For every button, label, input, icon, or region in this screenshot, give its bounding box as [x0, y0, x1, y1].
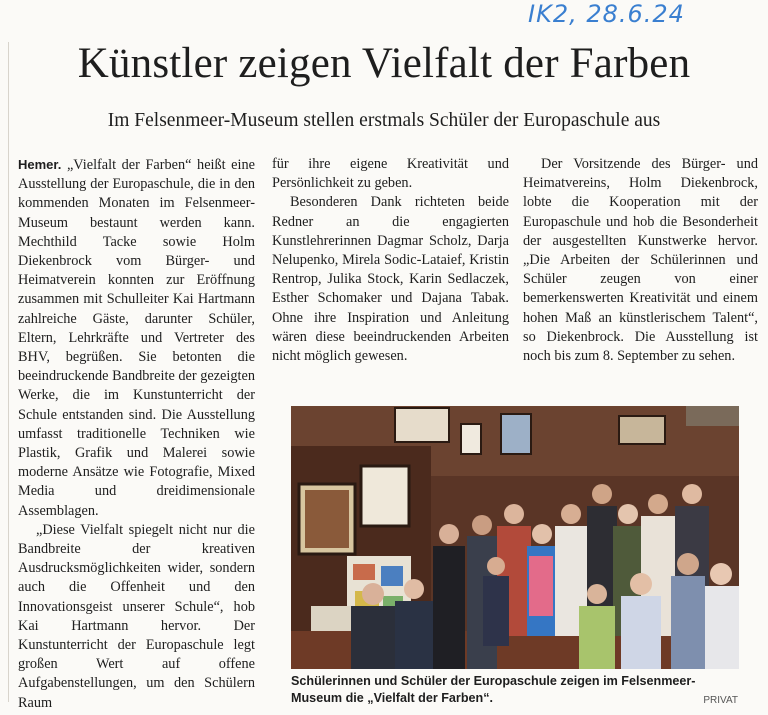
subheadline: Im Felsenmeer-Museum stellen erstmals Schüler der Europaschule aus — [107, 110, 661, 131]
article-paragraph — [18, 155, 255, 521]
paragraph-text: „Vielfalt der Farben“ heißt eine Ausstellung der Europaschule, die in den kommenden Monaten im Felsenmeer-Museum bestaunt werden kann. Mechthild Tacke sowie Holm Diekenbrock vom Bürger- und Heimatverein konnten zur Eröffnung zusammen mit Schulleiter Kai Hartmann zahlreiche Gäste, darunter Schüler, Eltern, Lehrkräfte und Vertreter des BHV, begrüßen. Sie betonten die beeindruckende Bandbreite der gezeigten Werke, die im Kunstunterricht der Schule entstanden sind. Die Ausstellung umfasst traditionelle Techniken wie Plastik, Grafik und Malerei sowie moderne Ansätze wie Fotografie, Mixed Media und dreidimensionale Assemblagen. — [18, 157, 255, 519]
article-column-3 — [523, 155, 758, 366]
photo-illustration — [291, 406, 739, 669]
article-paragraph: Besonderen Dank richteten beide Redner an die engagierten Kunstlehrerinnen Dagmar Scholz, Darja Nelupenko, Mirela Sodic-Lataief, Kristin Rentrop, Julika Stock, Karin Sedlaczek, Esther Schomaker und Dajana Tabak. Ohne ihre Inspiration und Anleitung wären diese beeindruckenden Arbeiten nicht möglich gewesen. — [272, 194, 509, 365]
article-column-2 — [272, 155, 509, 366]
dateline: Hemer. — [18, 157, 62, 172]
group-photo — [291, 406, 739, 669]
headline: Künstler zeigen Vielfalt der Farben — [77, 40, 691, 87]
article-column-1 — [18, 155, 255, 713]
handwritten-note: IK2, 28.6.24 — [528, 0, 685, 28]
article-paragraph: für ihre eigene Kreativität und Persönlichkeit zu geben. — [272, 156, 509, 192]
article-paragraph: „Diese Vielfalt spiegelt nicht nur die Bandbreite der kreativen Ausdrucksmöglichkeiten wider, sondern auch die Offenheit und den Innovationsgeist unserer Schule“, hob Kai Hartmann hervor. Der Kunstunterricht der Europaschule legt großen Wert auf offene Aufgabenstellungen, um den Schülern Raum — [18, 521, 255, 711]
column-rule — [8, 42, 9, 702]
article-paragraph: Der Vorsitzende des Bürger- und Heimatvereins, Holm Diekenbrock, lobte die Kooperation mit der Europaschule und hob die Besonderheit der ausgestellten Kunstwerke hervor. „Die Arbeiten der Schülerinnen und Schüler zeugen von einer bemerkenswerten Kreativität und einem hohen Maß an künstlerischem Talent“, so Diekenbrock. Die Ausstellung ist noch bis zum 8. September zu sehen. — [523, 156, 758, 365]
photo-caption: Schülerinnen und Schüler der Europaschule zeigen im Felsenmeer-Museum die „Vielfalt der Farben“. — [291, 674, 696, 705]
photo-credit: PRIVAT — [703, 695, 738, 706]
